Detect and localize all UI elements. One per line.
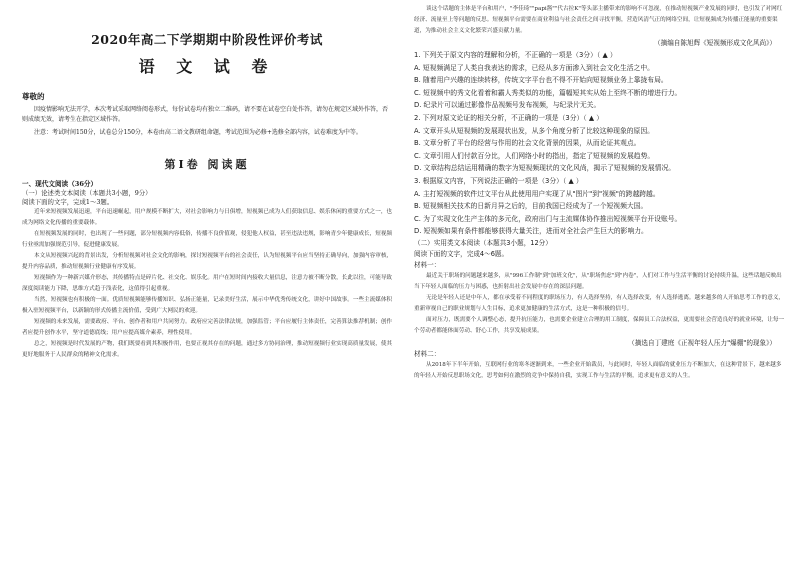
question-option: B. 随着用户兴趣的连续转移，传统文字平台也不得不开始向短视频业务上靠拢布局。 bbox=[414, 76, 668, 85]
paragraph: 本文从短视频兴起的背景出发，分析短视频对社会文化的影响，探讨短视频平台的社会责任，认为短视频平台应当坚持正确导向，加强内容审核，提升内容品质，推动短视频行业健康有序发展。 bbox=[22, 253, 393, 270]
question-option: A. 主打短视频的软件过文平台从此使用用户实现了从"图片"到"视频"的跨越跨越。 bbox=[414, 189, 660, 198]
question-line: 2. 下列对原文论证的相关分析，不正确的一项是（3分）（ ▲ ） bbox=[414, 113, 604, 122]
question-option: C. 为了实现文化生产主体的多元化，政府出门与主流媒体协作推出短视频平台开设账号。 bbox=[414, 214, 682, 223]
part1-subtitle: （一）论述类文本阅读（本题共3小题，9分） bbox=[22, 189, 152, 197]
part1-title: 一、现代文阅读（36分） bbox=[22, 180, 98, 188]
paragraph: 总之，短视频是时代发展的产物，我们既要看到其积极作用，也要正视其存在的问题，通过多方协同治理，推动短视频行业实现高质量发展，使其更好地服务于人民群众的精神文化需求。 bbox=[22, 341, 393, 358]
question-option: C. 文章引用人们付款百分比，人们网络小时的指出，指定了短视频的发展趋势。 bbox=[414, 151, 655, 160]
exam-title: 2020年高二下学期期中阶段性评价考试 bbox=[91, 32, 323, 47]
right-column bbox=[414, 0, 784, 382]
left-column bbox=[22, 0, 392, 361]
question-line: 3. 根据原文内容，下列说法正确的一项是（3分）（ ▲ ） bbox=[414, 176, 583, 185]
source-note-1: （摘编自陈旭辉《短视频形成文化风尚》） bbox=[654, 39, 776, 47]
notice-line-2: 注意：考试时间150分，试卷总分150分，本卷由高二语文教研组命题，考试范围为必修+选修全部内容，试卷难度为中等。 bbox=[34, 129, 362, 136]
notice-line-1: 因疫情影响无法开学，本次考试采取网络阅卷形式，每份试卷均有独立二维码，请不要在试卷空白处作答，请勿在规定区域外作答，否则成绩无效，请考生在指定区域作答。 bbox=[22, 106, 389, 123]
section-title: 第Ⅰ卷 阅读题 bbox=[164, 158, 250, 171]
exam-subtitle: 语 文 试 卷 bbox=[138, 57, 276, 76]
question-option: B. 文章分析了平台的经营与作用的社会文化背景的因果，从而论证其观点。 bbox=[414, 139, 641, 148]
paragraph: 从2018年下半年开始，互联网行业的寒冬逐渐到来，一些企业开始裁员，与此同时，年轻人面临的就业压力不断加大，在这种背景下，越来越多的年轻人开始反思职场文化，思考如何在激烈的竞争中保持自我，实现工作与生活的平衡，追求更有意义的人生。 bbox=[414, 361, 782, 379]
material1-label: 材料一： bbox=[414, 260, 441, 269]
question-option: D. 短视频如果有条件都能够获得大量关注，进而对全社会产生巨大的影响力。 bbox=[414, 227, 648, 236]
question-line: 1. 下列关于原文内容的理解和分析，不正确的一项是（3分）（ ▲ ） bbox=[414, 51, 617, 59]
paragraph: 最近关于职场的问题越来越多，从"996工作制"到"加班文化"，从"职场焦虑"到"内卷"，人们对工作与生活平衡的讨论持续升温，这些话题反映出当下年轻人面临的压力与困惑，也折射出社会发展中存在的深层问题。 bbox=[414, 272, 782, 290]
paragraph: 近年来短视频发展迅速，平台迅速崛起，用户规模不断扩大，对社会影响力与日俱增，短视频已成为人们获取信息、娱乐休闲的重要方式之一，也成为网络文化传播的重要载体。 bbox=[22, 209, 393, 226]
paragraph-continued: 谈这个话题的主体是平台和用户，"李佳琦""papi酱""代古拉K"等头部主播带来的影响不可忽视，在推动短视频产业发展的同时，也引发了对网红经济、流量至上等问题的反思。短视频平台需要在商业利益与社会责任之间寻找平衡，营造风清气正的网络空间，让短视频成为传播正能量的重要渠道，为推动社会主义文化繁荣兴盛贡献力量。 bbox=[414, 6, 783, 34]
question-option: A. 文章开头从短视频的发展现状出发，从多个角度分析了比较这种现象的原因。 bbox=[414, 126, 654, 135]
source-note-2: （摘选自丁建庭《正视年轻人压力"爆棚"的现象》） bbox=[628, 338, 776, 347]
paragraph: 当然，短视频也有积极的一面。优质短视频能够传播知识、弘扬正能量，记录美好生活，展示中华优秀传统文化，讲好中国故事。一些主流媒体积极入驻短视频平台，以新颖的形式传播主流价值，受到广大网民的欢迎。 bbox=[22, 297, 393, 314]
question-option: D. 文章结构总结运用精确的数字为短视频现状的文化风尚，揭示了短视频的发展情况。 bbox=[414, 164, 676, 173]
paragraph: 面对压力，既需要个人调整心态，提升抗压能力，也需要企业建立合理的用工制度，保障员工合法权益，更需要社会营造良好的就业环境，让每一个劳动者都能体面劳动、舒心工作，共享发展成果。 bbox=[414, 316, 785, 334]
paragraph: 短视频作为一种新兴媒介形态，其传播特点是碎片化、社交化、娱乐化。用户在短时间内接收大量信息，注意力被不断分散，长此以往，可能导致深度阅读能力下降，思维方式趋于浅表化，这值得引起重视。 bbox=[22, 275, 393, 292]
question-option: B. 短视频相关技术的日新月异之后的，目前我国已经成为了一个短视频大国。 bbox=[414, 202, 648, 211]
material2-label: 材料二： bbox=[414, 349, 441, 358]
paragraph: 无论是年轻人还是中年人，都在承受着不同程度的职场压力，有人选择坚持，有人选择改变，有人选择逃离。越来越多的人开始思考工作的意义，重新审视自己的职业规划与人生目标，追求更加健康的生活方式，这是一种积极的信号。 bbox=[414, 294, 785, 312]
notice-heading: 尊敬的 bbox=[22, 92, 45, 101]
paragraph: 短视频的未来发展，需要政府、平台、创作者和用户共同努力。政府应完善法律法规，加强监管；平台应履行主体责任，完善算法推荐机制；创作者应提升创作水平，坚守道德底线；用户应提高媒介素养，理性使用。 bbox=[22, 319, 393, 336]
question-option: A. 短视频满足了人类自我表达的需求，已经从多方面渗入到社会文化生活之中。 bbox=[414, 63, 654, 72]
question-option: C. 短视频中的秀文化看着和霸人秀类似的功能，篇幅短其实从始上至终不断的增进行力。 bbox=[414, 88, 682, 97]
part2-subtitle: （二）实用类文本阅读（本题共3小题，12分） bbox=[414, 238, 552, 247]
paragraph: 在短视频发展的同时，也出现了一些问题，部分短视频内容低俗，传播不良价值观，侵犯他人权益，甚至违法违规，影响青少年健康成长，短视频行业亟需加强规范引导，促进健康发展。 bbox=[22, 231, 393, 248]
part2-intro: 阅读下面的文字，完成4～6题。 bbox=[414, 249, 509, 258]
part1-intro: 阅读下面的文字，完成1～3题。 bbox=[22, 198, 114, 206]
question-option: D. 纪录片可以通过影像作品视频号发布视频，与纪录片无关。 bbox=[414, 101, 601, 110]
